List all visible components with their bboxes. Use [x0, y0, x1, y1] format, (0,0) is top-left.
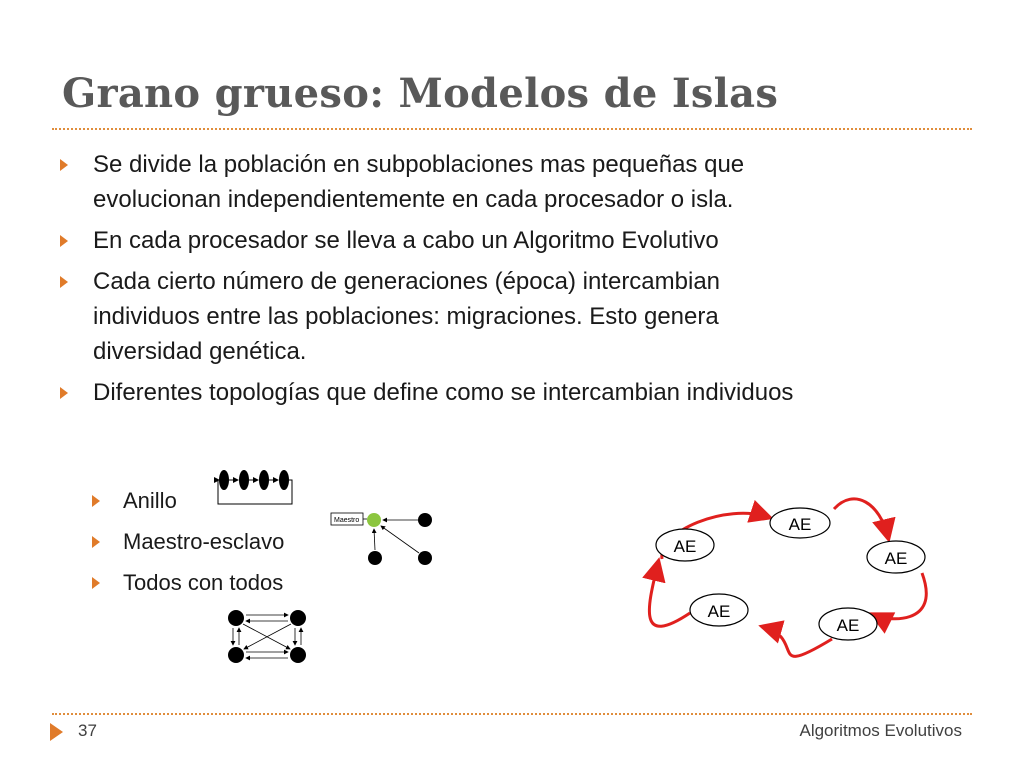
bullet-item [60, 264, 960, 369]
sub-bullet-all-to-all [92, 562, 284, 603]
bullet-item [60, 375, 960, 410]
sub-bullet-master-slave [92, 521, 284, 562]
sub-bullet-label: Todos con todos [123, 570, 284, 595]
island-label: AE [836, 616, 860, 635]
bullet-line: Diferentes topologías que define como se intercambian individuos [93, 379, 794, 406]
bullet-arrow-icon [60, 159, 68, 171]
slave-node [418, 513, 432, 527]
footer-divider [52, 713, 972, 715]
bullet-item [60, 223, 960, 258]
title-divider [52, 128, 972, 130]
footer-arrow-icon [50, 723, 63, 741]
ring-node [279, 470, 289, 490]
network-node [228, 647, 244, 663]
island-label: AE [788, 515, 812, 534]
bullet-list [60, 147, 960, 416]
master-label: Maestro [334, 517, 360, 524]
ring-node [239, 470, 249, 490]
island-label: AE [884, 549, 908, 568]
island-label: AE [673, 537, 697, 556]
bullet-line: Se divide la población en subpoblaciones mas pequeñas que [93, 151, 745, 178]
network-node [290, 647, 306, 663]
island-label: AE [707, 602, 731, 621]
bullet-line: Cada cierto número de generaciones (época) intercambian [93, 268, 721, 295]
page-number: 37 [78, 721, 97, 740]
ring-node [259, 470, 269, 490]
bullet-arrow-icon [60, 235, 68, 247]
bullet-arrow-icon [92, 495, 100, 507]
ring-topology-diagram [212, 464, 296, 512]
migration-arrow [649, 563, 690, 626]
sub-bullet-label: Anillo [123, 488, 177, 513]
bullet-arrow-icon [60, 387, 68, 399]
slave-node [418, 551, 432, 565]
master-slave-diagram [330, 508, 440, 572]
bullet-arrow-icon [92, 577, 100, 589]
slide-title: Grano grueso: Modelos de Islas [62, 70, 779, 117]
bullet-item [60, 147, 960, 217]
all-to-all-diagram [222, 604, 312, 670]
bullet-line: En cada procesador se lleva a cabo un Algoritmo Evolutivo [93, 227, 719, 254]
network-node [290, 610, 306, 626]
migration-arrow [874, 573, 926, 619]
master-node [367, 513, 381, 527]
island-migration-diagram [640, 485, 940, 665]
bullet-line: evolucionan independientemente en cada procesador o isla. [93, 186, 734, 213]
bullet-arrow-icon [92, 536, 100, 548]
bullet-line: diversidad genética. [93, 338, 307, 365]
bullet-arrow-icon [60, 276, 68, 288]
footer-title: Algoritmos Evolutivos [799, 721, 962, 740]
slave-node [368, 551, 382, 565]
migration-arrow [834, 499, 888, 537]
ring-node [219, 470, 229, 490]
network-node [228, 610, 244, 626]
sub-bullet-label: Maestro-esclavo [123, 529, 285, 554]
bullet-line: individuos entre las poblaciones: migraciones. Esto genera [93, 303, 719, 330]
